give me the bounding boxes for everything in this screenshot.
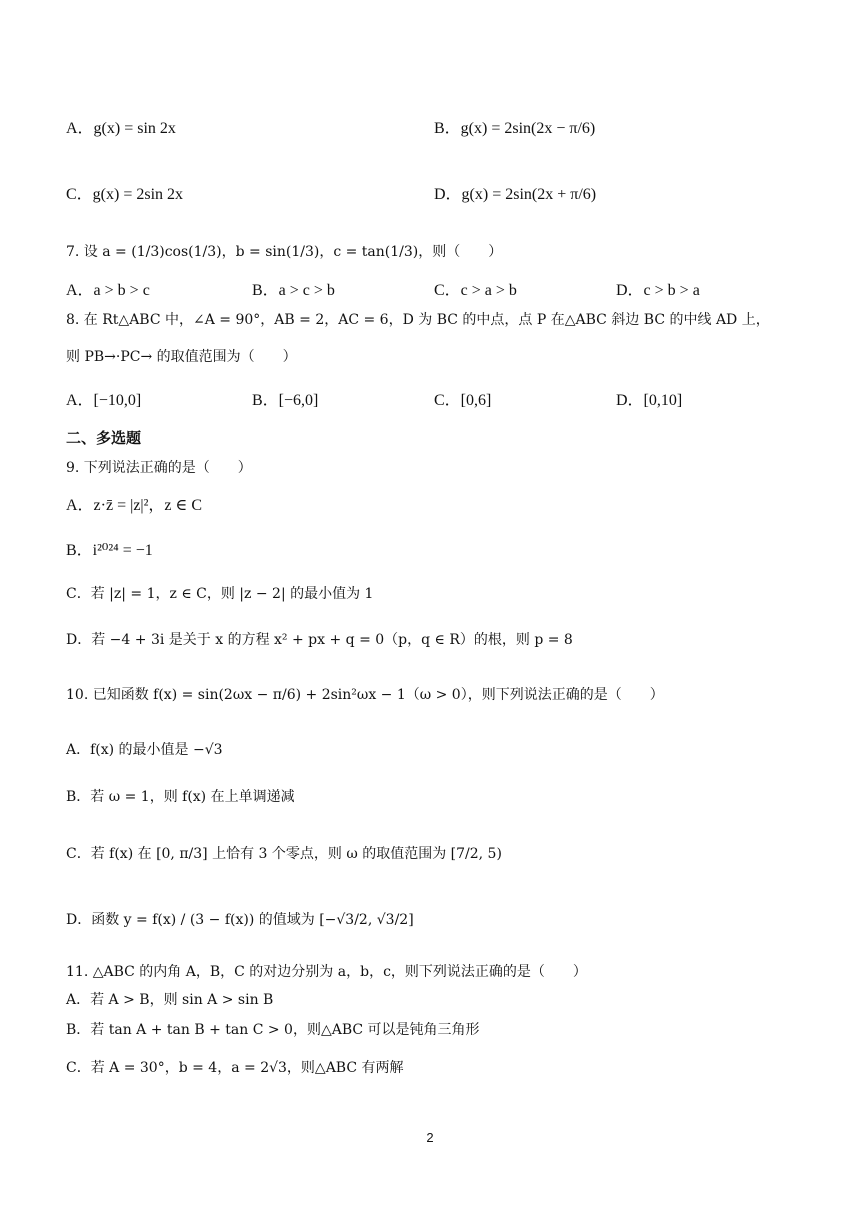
q8-stem-line2: 则 PB→·PC→ 的取值范围为（ ） [66,349,297,365]
q11-option-a: A．若 A > B，则 sin A > sin B [66,992,274,1008]
q6-option-b: B．g(x) = 2sin(2x − π/6) [434,120,596,137]
q11-option-c: C．若 A = 30°，b = 4，a = 2√3，则△ABC 有两解 [66,1060,404,1076]
q8-option-b: B．[−6,0] [252,392,319,409]
q6-option-a: A．g(x) = sin 2x [66,120,176,137]
q9-option-a: A．z·z̄ = |z|²，z ∈ C [66,497,203,514]
q7-option-b: B．a > c > b [252,282,335,299]
q8-stem-line1: 8. 在 Rt△ABC 中，∠A = 90°，AB = 2，AC = 6，D 为 BC 的中点，点 P 在△ABC 斜边 BC 的中线 AD 上， [66,312,770,328]
q7-stem: 7. 设 a = (1/3)cos(1/3)，b = sin(1/3)，c = tan(1/3)，则（ ） [66,244,503,260]
q9-option-d: D．若 −4 + 3i 是关于 x 的方程 x² + px + q = 0（p，q ∈ R）的根，则 p = 8 [66,632,573,648]
q8-option-a: A．[−10,0] [66,392,142,409]
section-heading-multiple-choice: 二、多选题 [66,429,142,447]
q9-option-c: C．若 |z| = 1，z ∈ C，则 |z − 2| 的最小值为 1 [66,586,374,602]
q10-option-c: C．若 f(x) 在 [0, π/3] 上恰有 3 个零点，则 ω 的取值范围为 [7/2, 5) [66,846,502,862]
q7-option-a: A．a > b > c [66,282,150,299]
q10-option-a: A．f(x) 的最小值是 −√3 [66,742,223,758]
q7-option-d: D．c > b > a [616,282,700,299]
q9-stem: 9. 下列说法正确的是（ ） [66,460,252,476]
q10-option-b: B．若 ω = 1，则 f(x) 在上单调递减 [66,789,295,805]
q11-option-b: B．若 tan A + tan B + tan C > 0，则△ABC 可以是钝角三角形 [66,1022,480,1038]
q8-option-d: D．[0,10] [616,392,683,409]
q10-option-d: D．函数 y = f(x) / (3 − f(x)) 的值域为 [−√3/2, √3/2] [66,912,414,928]
q11-stem: 11. △ABC 的内角 A，B，C 的对边分别为 a，b，c，则下列说法正确的是（ ） [66,964,587,980]
q6-option-c: C．g(x) = 2sin 2x [66,186,184,203]
q7-option-c: C．c > a > b [434,282,517,299]
q9-option-b: B．i²⁰²⁴ = −1 [66,542,153,559]
q6-option-d: D．g(x) = 2sin(2x + π/6) [434,186,597,203]
page-number: 2 [426,1130,434,1145]
q10-stem: 10. 已知函数 f(x) = sin(2ωx − π/6) + 2sin²ωx − 1（ω > 0），则下列说法正确的是（ ） [66,687,664,703]
q8-option-c: C．[0,6] [434,392,492,409]
